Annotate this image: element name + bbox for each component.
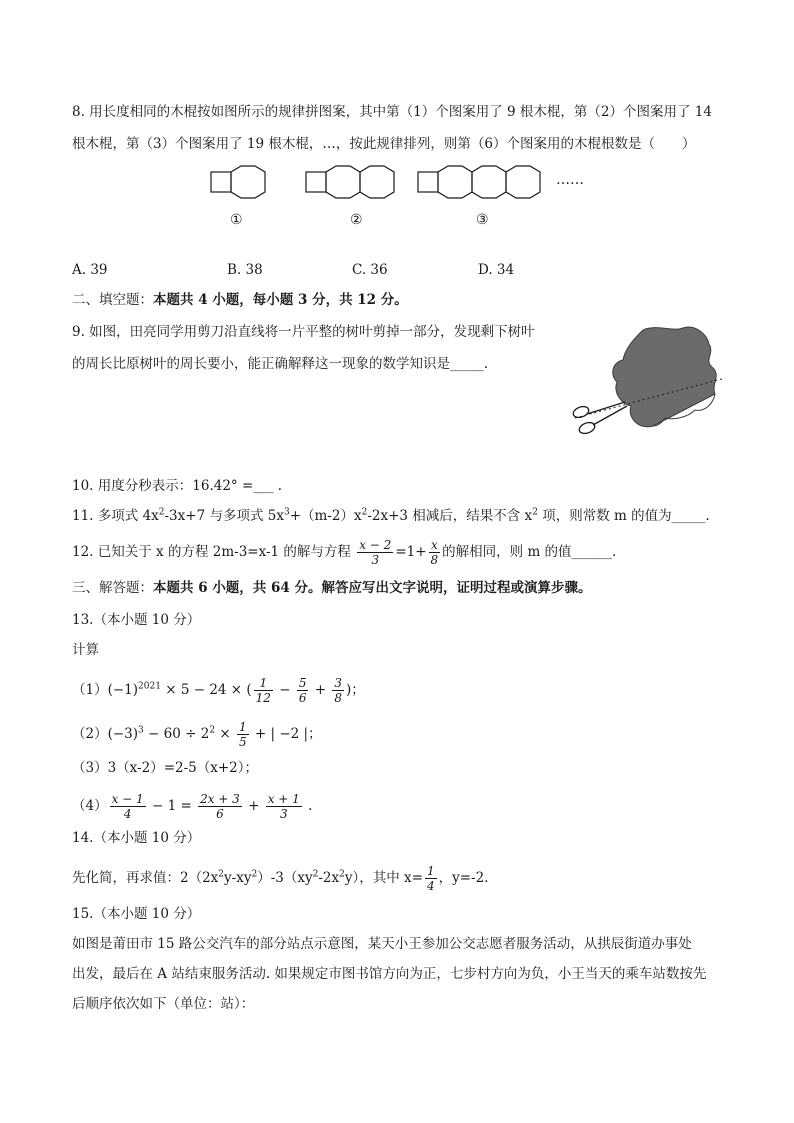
choice-a: A. 39 bbox=[72, 262, 108, 278]
section2-text: 本题共 4 小题，每小题 3 分，共 12 分。 bbox=[153, 292, 408, 308]
q13-header: 13.（本小题 10 分） bbox=[72, 612, 201, 628]
q14-body: 先化简，再求值：$2(2x^2y-xy^2)-3(xy^2-2x^2y)$，其中 x= $\frac{1}{4}$ ，y=-2. bbox=[72, 864, 489, 893]
section2-prefix: 二、填空题： bbox=[72, 292, 153, 308]
q12-part-b: =1+ bbox=[395, 544, 427, 560]
q8-line2: 根木棍，第（3）个图案用了 19 根木棍，…，按此规律排列，则第（6）个图案用的木棍根数是（ ） bbox=[72, 136, 696, 152]
leaf-scissors-figure bbox=[565, 322, 730, 440]
stick-pattern-3 bbox=[412, 164, 546, 200]
q15-header: 15.（本小题 10 分） bbox=[72, 906, 201, 922]
q15-line3: 后顺序依次如下（单位：站）： bbox=[72, 996, 255, 1012]
stick-pattern-1 bbox=[205, 164, 275, 200]
q11-part-d: +（m-2）x bbox=[289, 508, 362, 524]
q8-line1: 8. 用长度相同的木棍按如图所示的规律拼图案，其中第（1）个图案用了 9 根木棍，第（2）个图案用了 14 bbox=[72, 104, 712, 120]
q13-part4: （4） $\frac{x - 1}{4}$ − 1 = $\frac{2x + 3}{6}$ + $\frac{x + 1}{3}$ . bbox=[72, 792, 313, 821]
q11: 11. 多项式 $4x^2-3x+7$ 与多项式 $5x^3+(m-2)x^2-2x+3$ 相减后，结果不含 $x^2$ 项，则常数 m 的值为_____. bbox=[72, 507, 710, 524]
q11-part-b: 4x bbox=[142, 508, 159, 524]
q9-line1: 9. 如图，田亮同学用剪刀沿直线将一片平整的树叶剪掉一部分，发现剩下树叶 bbox=[72, 324, 535, 340]
section3-prefix: 三、解答题： bbox=[72, 580, 153, 596]
q12 bbox=[72, 538, 616, 567]
pattern-ellipsis: …… bbox=[556, 172, 584, 188]
choice-d: D. 34 bbox=[478, 262, 515, 278]
q9-line2: 的周长比原树叶的周长要小，能正确解释这一现象的数学知识是_____. bbox=[72, 356, 489, 372]
section3-text: 本题共 6 小题，共 64 分。解答应写出文字说明，证明过程或演算步骤。 bbox=[153, 580, 592, 596]
pattern-label-1: ① bbox=[230, 212, 243, 228]
choice-c: C. 36 bbox=[352, 262, 388, 278]
q11-part-e: -2x+3 相减后，结果不含 x bbox=[367, 508, 533, 524]
q13-part1: $(1)(-1)^{2021} \times 5 - 24$ × ( $\frac{1}{12}$ − $\frac{5}{6}$ + $\frac{3}{8}$ )； bbox=[72, 676, 365, 705]
q13-part2: $(2)(-3)^3 - 60 \div 2^2$ × $\frac{1}{5}$ + | −2 |； bbox=[72, 720, 322, 749]
q13-part3: （3）3（x-2）=2-5（x+2）； bbox=[72, 760, 259, 776]
q11-part-c: -3x+7 与多项式 5x bbox=[164, 508, 284, 524]
stick-pattern-2 bbox=[300, 164, 400, 200]
choice-b: B. 38 bbox=[227, 262, 263, 278]
q15-line1: 如图是莆田市 15 路公交汽车的部分站点示意图，某天小王参加公交志愿者服务活动，从拱辰街道办事处 bbox=[72, 936, 692, 952]
q12-fraction-1: $\frac{x - 2}{3}$ bbox=[359, 538, 392, 567]
q12-part-c: 的解相同，则 m 的值______. bbox=[442, 544, 617, 560]
pattern-label-2: ② bbox=[350, 212, 363, 228]
q14-header: 14.（本小题 10 分） bbox=[72, 830, 201, 846]
q11-part-a: 11. 多项式 bbox=[72, 508, 143, 524]
q12-fraction-2: $\frac{x}{8}$ bbox=[430, 538, 439, 567]
section2-heading bbox=[72, 290, 408, 310]
pattern-label-3: ③ bbox=[476, 212, 489, 228]
q12-part-a: 12. 已知关于 x 的方程 2m-3=x-1 的解与方程 bbox=[72, 544, 351, 560]
q10: 10. 用度分秒表示：16.42° =___ . bbox=[72, 478, 283, 494]
q13-intro: 计算 bbox=[72, 642, 99, 658]
section3-heading bbox=[72, 578, 591, 598]
q11-part-f: 项，则常数 m 的值为_____. bbox=[537, 508, 710, 524]
q15-line2: 出发，最后在 A 站结束服务活动. 如果规定市图书馆方向为正，七步村方向为负，小王当天的乘车站数按先 bbox=[72, 966, 707, 982]
